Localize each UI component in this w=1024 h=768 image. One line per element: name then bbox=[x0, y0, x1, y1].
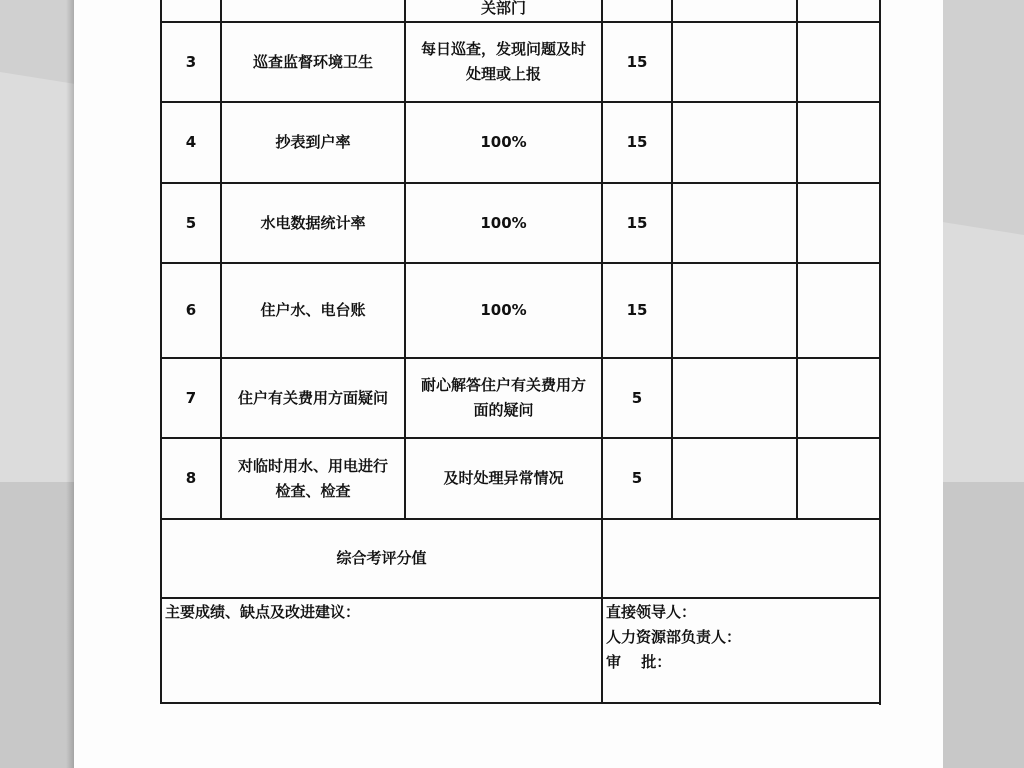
summary-label-text: 综合考评分值 bbox=[336, 549, 427, 567]
table-row-3-no bbox=[162, 23, 220, 101]
row-number: 4 bbox=[185, 133, 197, 151]
table-row-6-standard bbox=[406, 264, 601, 357]
score-value: 5 bbox=[631, 388, 643, 407]
table-row-3-score bbox=[603, 23, 671, 101]
table-row-4-score bbox=[603, 103, 671, 182]
table-row-7-score bbox=[603, 359, 671, 437]
row-number: 5 bbox=[185, 213, 197, 232]
table-row-5-no bbox=[162, 184, 220, 262]
table-row-5-review-score[interactable] bbox=[798, 184, 879, 262]
row-number: 8 bbox=[185, 469, 197, 487]
table-row-5-score bbox=[603, 184, 671, 262]
score-value: 15 bbox=[626, 213, 648, 232]
item-text: 巡查监督环境卫生 bbox=[252, 52, 373, 71]
score-value: 15 bbox=[626, 133, 648, 151]
score-value: 15 bbox=[626, 301, 648, 319]
table-row-3-standard bbox=[406, 23, 601, 101]
item-text: 对临时用水、用电进行 bbox=[237, 456, 388, 475]
hr-head-label: 人力资源部负责人： bbox=[606, 628, 742, 646]
standard-text: 处理或上报 bbox=[465, 65, 541, 83]
table-row-6-score bbox=[603, 264, 671, 357]
row-number: 6 bbox=[185, 301, 197, 319]
score-value: 5 bbox=[631, 469, 643, 487]
score-value: 15 bbox=[626, 52, 648, 71]
table-row-8-item bbox=[222, 439, 404, 518]
table-row-7-standard bbox=[406, 359, 601, 437]
table-row-8-self-score[interactable] bbox=[673, 439, 796, 518]
grid-line bbox=[160, 597, 881, 599]
comments-label: 主要成绩、缺点及改进建议： bbox=[165, 603, 361, 621]
table-row-8-score bbox=[603, 439, 671, 518]
row-number: 3 bbox=[185, 52, 197, 71]
table-row-5-item bbox=[222, 184, 404, 262]
grid-line bbox=[160, 702, 881, 704]
item-text: 水电数据统计率 bbox=[260, 213, 366, 232]
standard-text: 及时处理异常情况 bbox=[443, 469, 564, 487]
standard-text: 100% bbox=[480, 213, 527, 232]
table-row-4-item bbox=[222, 103, 404, 182]
table-row-4-self-score[interactable] bbox=[673, 103, 796, 182]
grid-line bbox=[879, 0, 881, 705]
table-row-3-review-score[interactable] bbox=[798, 23, 879, 101]
item-text: 住户有关费用方面疑问 bbox=[237, 388, 388, 407]
document-page bbox=[74, 0, 943, 768]
item-text: 住户水、电台账 bbox=[260, 301, 366, 319]
standard-text: 关部门 bbox=[480, 0, 526, 17]
table-row-6-review-score[interactable] bbox=[798, 264, 879, 357]
table-row-3-self-score[interactable] bbox=[673, 23, 796, 101]
summary-label bbox=[162, 520, 601, 597]
summary-value[interactable] bbox=[603, 520, 879, 597]
standard-text: 面的疑问 bbox=[473, 401, 534, 419]
row-number: 7 bbox=[185, 388, 197, 407]
table-row-6-item bbox=[222, 264, 404, 357]
table-row-8-review-score[interactable] bbox=[798, 439, 879, 518]
table-row-5-standard bbox=[406, 184, 601, 262]
standard-text: 每日巡查，发现问题及时 bbox=[420, 40, 586, 58]
item-text: 抄表到户率 bbox=[275, 133, 351, 151]
table-row-4-review-score[interactable] bbox=[798, 103, 879, 182]
table-row-8-standard bbox=[406, 439, 601, 518]
table-row-7-self-score[interactable] bbox=[673, 359, 796, 437]
table-row-5-self-score[interactable] bbox=[673, 184, 796, 262]
table-row-3-item bbox=[222, 23, 404, 101]
standard-cell-partial bbox=[406, 0, 601, 21]
table-row-4-standard bbox=[406, 103, 601, 182]
table-row-6-no bbox=[162, 264, 220, 357]
table-row-4-no bbox=[162, 103, 220, 182]
comments-section[interactable] bbox=[165, 600, 360, 625]
standard-text: 100% bbox=[480, 133, 527, 151]
standard-text: 耐心解答住户有关费用方 bbox=[420, 376, 586, 394]
approval-label: 审 批： bbox=[606, 653, 672, 671]
signatures-section bbox=[606, 600, 741, 675]
direct-leader-label: 直接领导人： bbox=[606, 603, 697, 621]
table-row-7-no bbox=[162, 359, 220, 437]
table-row-7-review-score[interactable] bbox=[798, 359, 879, 437]
table-row-8-no bbox=[162, 439, 220, 518]
page-shadow bbox=[66, 0, 74, 768]
table-row-7-item bbox=[222, 359, 404, 437]
table-row-6-self-score[interactable] bbox=[673, 264, 796, 357]
item-text: 检查、检查 bbox=[275, 481, 351, 500]
standard-text: 100% bbox=[480, 301, 527, 319]
